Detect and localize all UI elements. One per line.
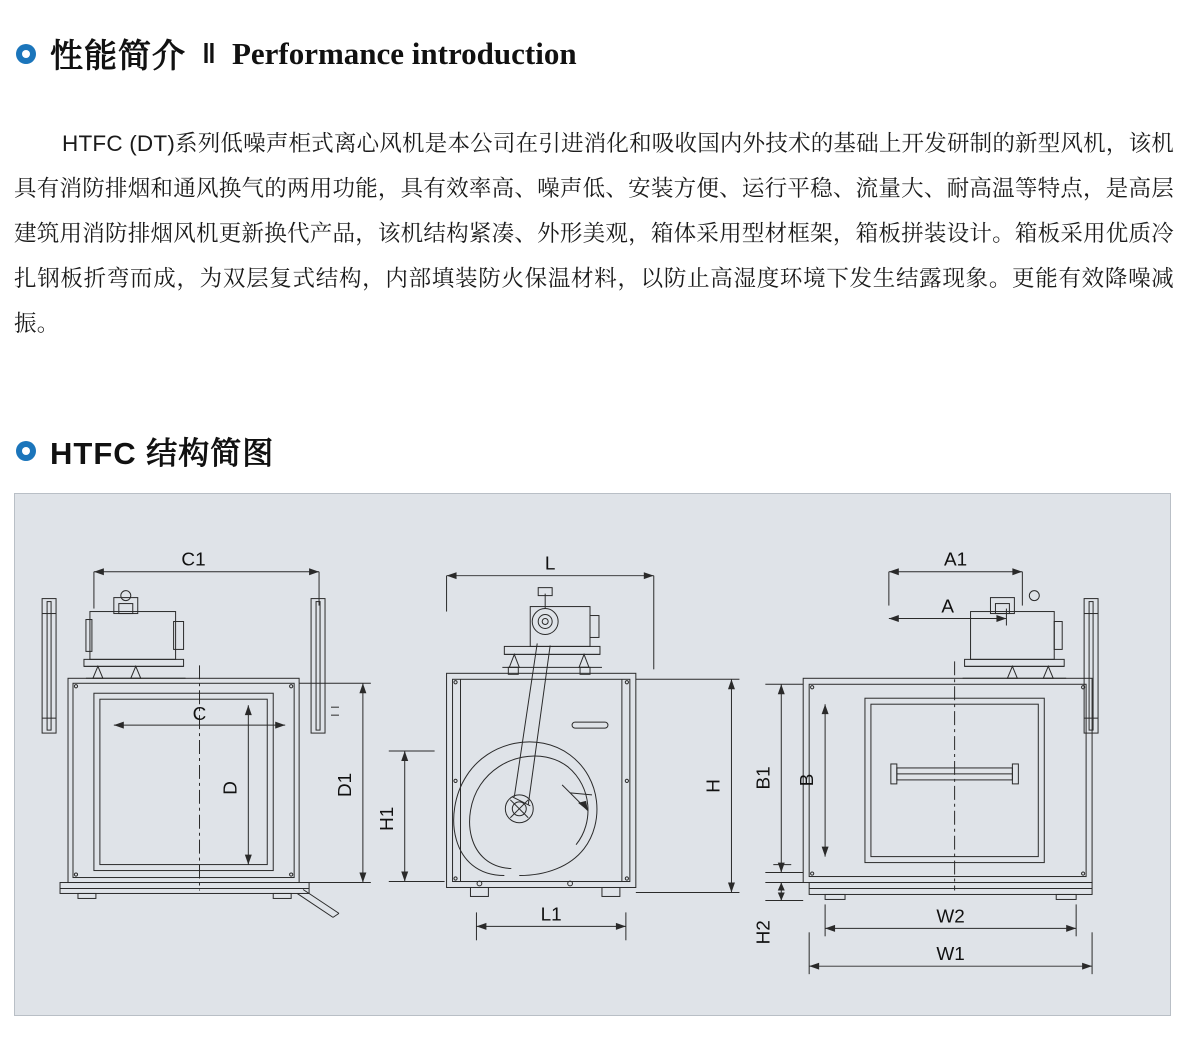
section-heading-performance	[16, 30, 577, 77]
right-view	[765, 568, 1098, 974]
bullet-dot-icon	[16, 441, 36, 461]
section-title-cn: 性能简介	[50, 37, 186, 74]
dimension-label-l1: L1	[540, 904, 562, 926]
dimension-label-a1: A1	[944, 549, 968, 571]
section-title-en: Performance introduction	[231, 35, 577, 71]
dimension-label-w1: W1	[936, 944, 965, 966]
dimension-label-h1: H1	[376, 806, 398, 831]
dimension-label-h: H	[703, 779, 725, 793]
htfc-structure-drawing	[15, 494, 1170, 1015]
left-view	[42, 568, 371, 917]
section-title-structure: HTFC 结构简图	[50, 436, 275, 471]
dimension-label-l: L	[544, 553, 556, 575]
performance-intro-paragraph: HTFC (DT)系列低噪声柜式离心风机是本公司在引进消化和吸收国内外技术的基础上开发研制的新型风机，该机具有消防排烟和通风换气的两用功能，具有效率高、噪声低、安装方便、运行平稳、流量大、耐高温等特点，是高层建筑用消防排烟风机更新换代产品，该机结构紧凑、外形美观，箱体采用型材框架，箱板拼装设计。箱板采用优质冷扎钢板折弯而成，为双层复式结构，内部填装防火保温材料，以防止高湿度环境下发生结露现象。更能有效降噪减振。	[14, 130, 1174, 336]
dimension-label-a: A	[941, 596, 954, 618]
bullet-dot-icon	[16, 44, 36, 64]
section-heading-structure	[16, 428, 274, 473]
front-view	[389, 572, 740, 940]
structure-diagram-panel	[14, 493, 1171, 1016]
dimension-label-b: B	[797, 773, 819, 787]
dimension-label-c: C	[192, 704, 207, 726]
section-title-separator: ‖	[202, 37, 216, 69]
dimension-label-h2: H2	[753, 920, 775, 945]
dimension-label-c1: C1	[181, 549, 206, 571]
dimension-label-d: D	[220, 781, 242, 795]
dimension-label-d1: D1	[334, 772, 356, 797]
dimension-label-b1: B1	[753, 766, 775, 790]
dimension-label-w2: W2	[936, 906, 965, 928]
